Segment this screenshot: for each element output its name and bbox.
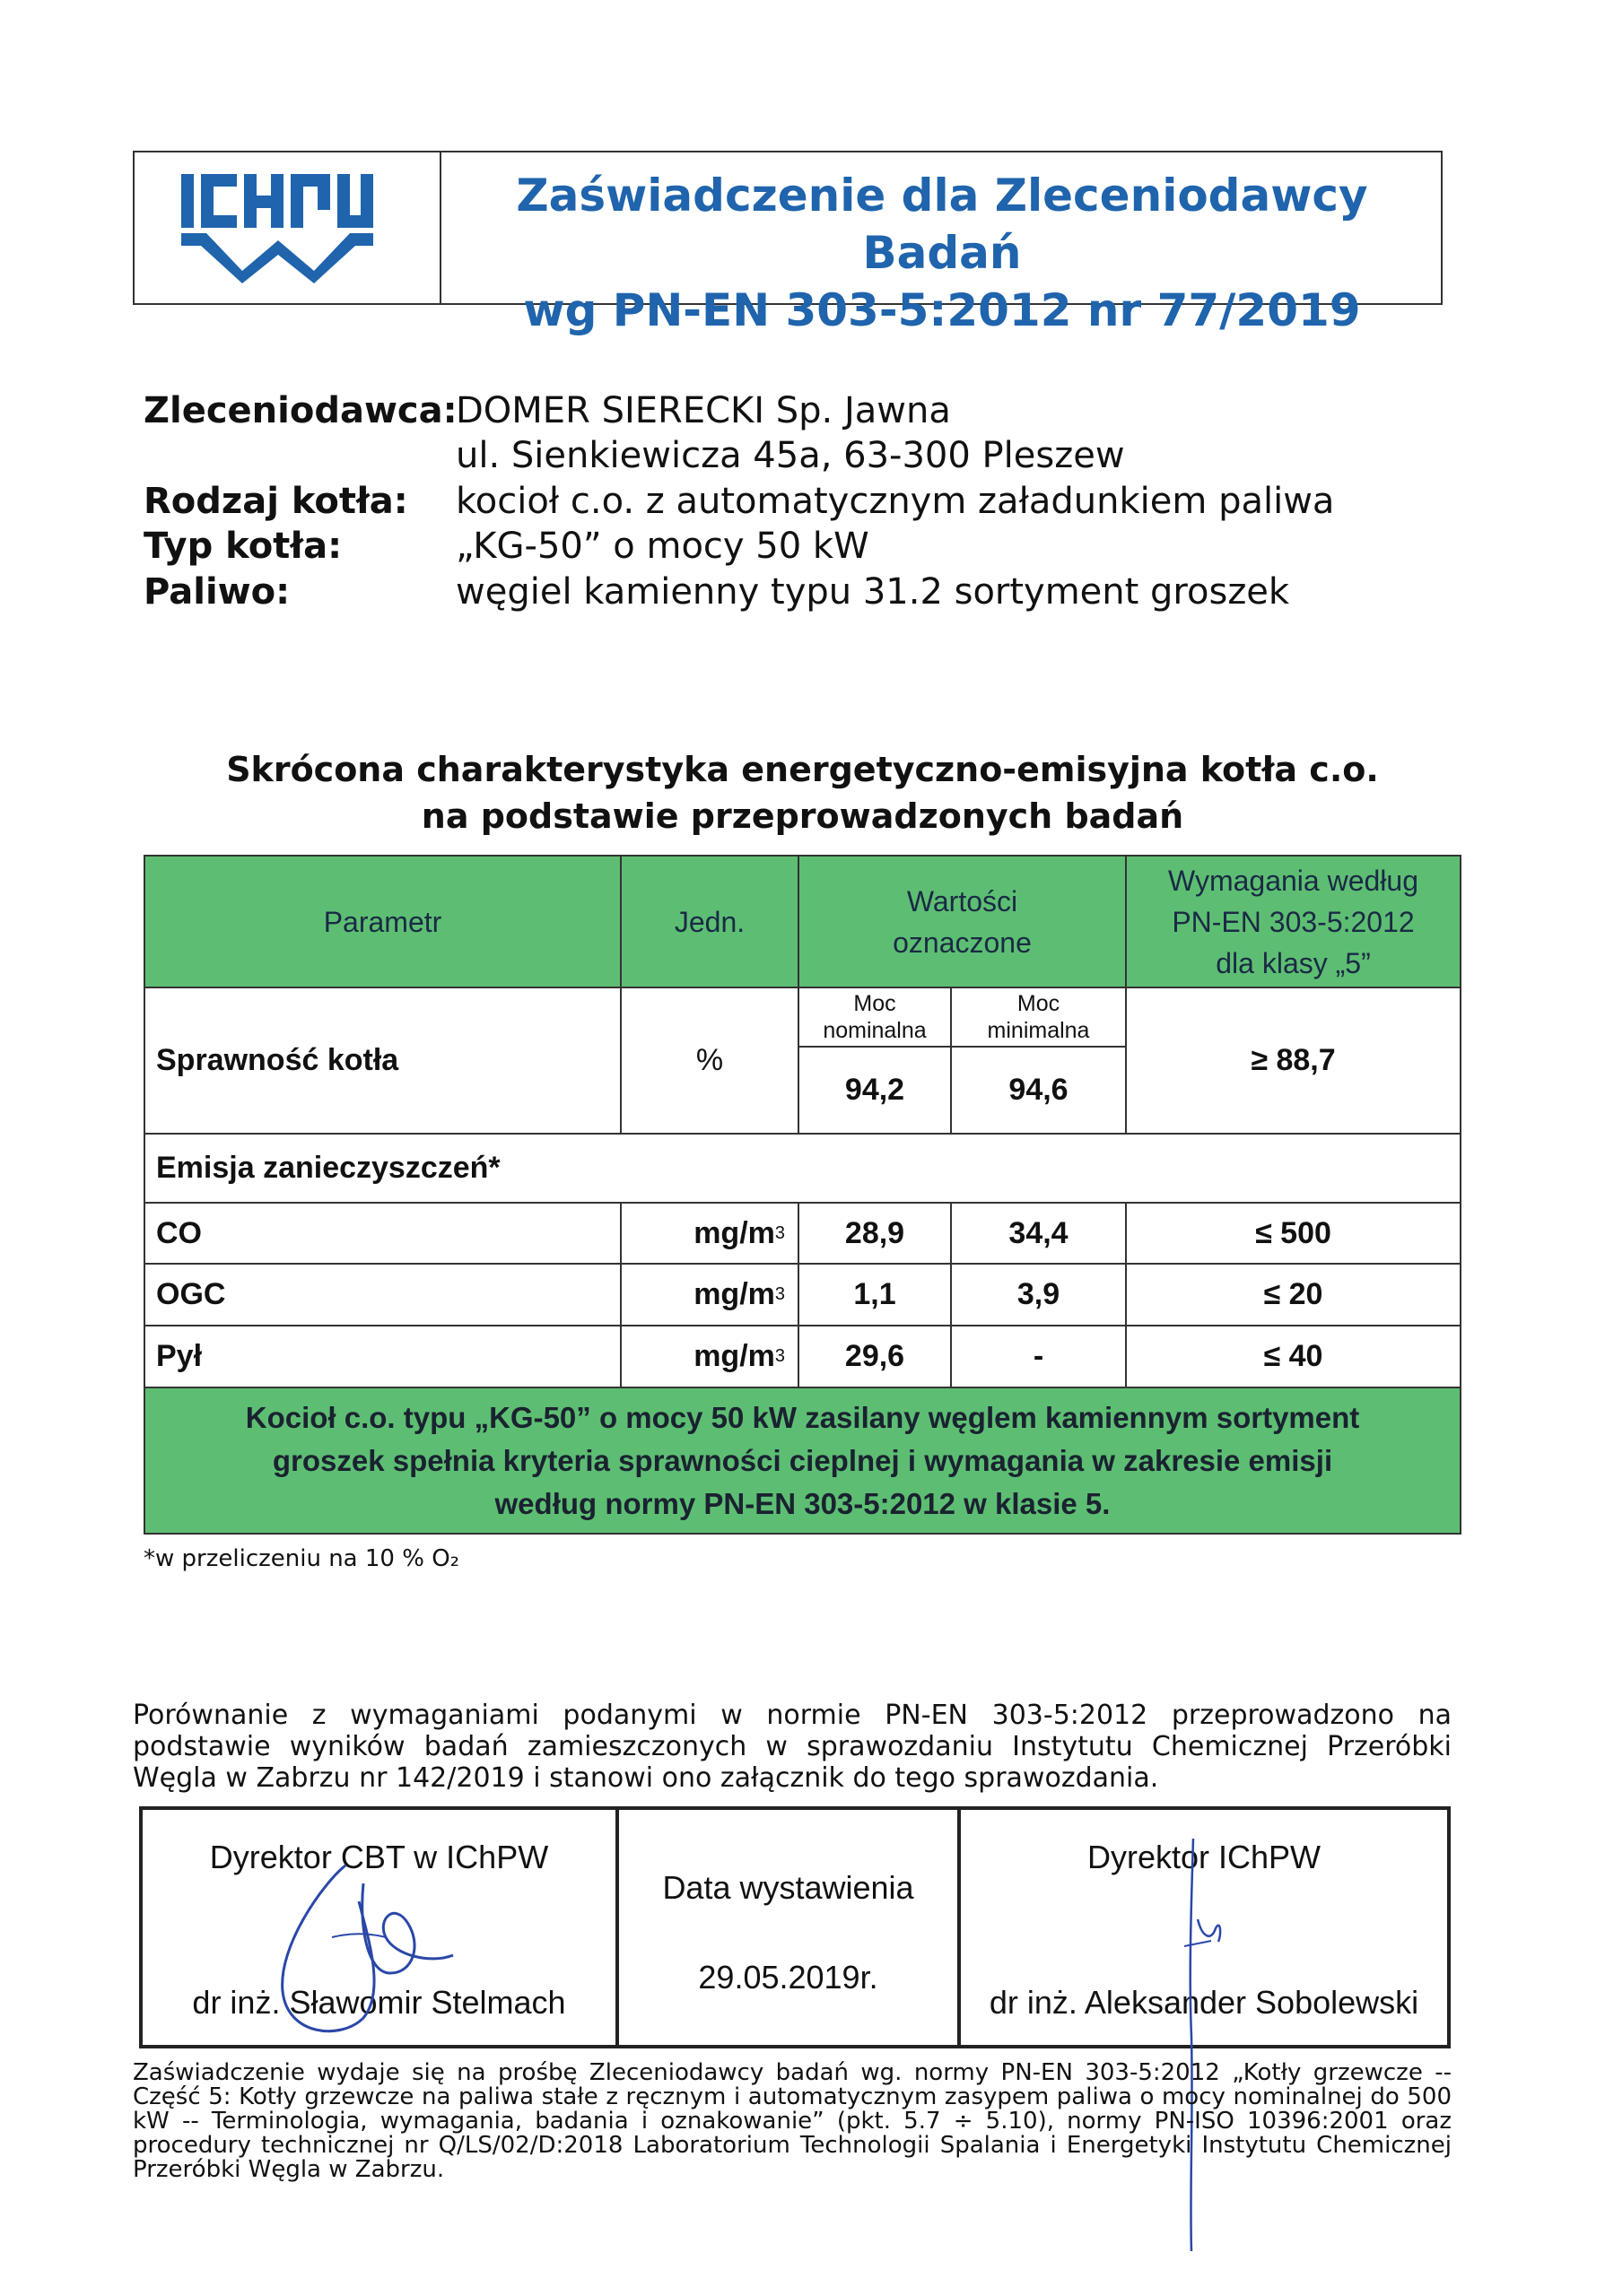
- left-signature-mark: [260, 1848, 475, 2045]
- dust-label: Pył: [144, 1325, 622, 1388]
- left-signer-title: Dyrektor CBT w IChPW: [209, 1839, 549, 1875]
- certificate-title: [441, 167, 1443, 339]
- ogc-requirement: ≤ 20: [1125, 1263, 1461, 1326]
- right-signer-name: dr inż. Aleksander Sobolewski: [989, 1984, 1419, 2021]
- sub-header-nominal-line-1: Moc: [853, 991, 896, 1016]
- col-header-req-line-2: PN-EN 303-5:2012: [1172, 905, 1415, 938]
- conclusion-box: [144, 1387, 1461, 1535]
- right-signature-mark: [1166, 1830, 1247, 2260]
- co-requirement: ≤ 500: [1125, 1202, 1461, 1265]
- issue-date-label: Data wystawienia: [662, 1869, 914, 1906]
- sub-header-minimal-line-1: Moc: [1016, 991, 1060, 1016]
- efficiency-label: Sprawność kotła: [144, 987, 622, 1135]
- characteristics-table: [144, 855, 1461, 1535]
- section-title: [144, 746, 1461, 839]
- issue-date-value: 29.05.2019r.: [698, 1959, 878, 1996]
- client-name: DOMER SIERECKI Sp. Jawna: [456, 390, 951, 431]
- bottom-note: Zaświadczenie wydaje się na prośbę Zleceniodawcy badań wg. normy PN-EN 303-5:2012 „Kotły grzewcze -- Część 5: Kotły grzewcze na paliwa stałe z ręcznym i automatycznym zasypem paliwa o mocy nominalnej do 500 kW -- Terminologia, wymagania, badania i oznakowanie” (pkt. 5.7 ÷ 5.10), normy PN-ISO 10396:2001 oraz procedury technicznej nr Q/LS/02/D:2018 Laboratorium Technologii Spalania i Energetyki Instytutu Chemicznej Przeróbki Węgla w Zabrzu.: [133, 2059, 1452, 2183]
- title-line-2: wg PN-EN 303-5:2012 nr 77/2019: [523, 284, 1361, 336]
- client-address: ul. Sienkiewicza 45a, 63-300 Pleszew: [456, 435, 1125, 476]
- boiler-kind-label: Rodzaj kotła:: [144, 481, 408, 522]
- co-unit-text: mg/m: [693, 1215, 775, 1250]
- ogc-label: OGC: [144, 1263, 622, 1326]
- co-nominal: 28,9: [798, 1202, 952, 1265]
- ogc-unit-text: mg/m: [693, 1277, 775, 1311]
- dust-requirement: ≤ 40: [1125, 1325, 1461, 1388]
- ogc-unit: [620, 1263, 799, 1326]
- ichpw-logo-icon: [179, 170, 377, 287]
- col-header-requirements: [1125, 855, 1461, 988]
- dust-nominal: 29,6: [798, 1325, 952, 1388]
- efficiency-requirement: ≥ 88,7: [1125, 987, 1461, 1135]
- col-header-values-line-2: oznaczone: [893, 926, 1032, 959]
- ogc-minimal: 3,9: [950, 1263, 1127, 1326]
- section-title-line-2: na podstawie przeprowadzonych badań: [421, 796, 1184, 836]
- table-footnote: *w przeliczeniu na 10 % O₂: [144, 1545, 460, 1572]
- col-header-values: [798, 855, 1127, 988]
- efficiency-nominal: 94,2: [798, 1046, 952, 1135]
- co-unit: [620, 1202, 799, 1265]
- efficiency-minimal: 94,6: [950, 1046, 1127, 1135]
- conclusion-line-3: według normy PN-EN 303-5:2012 w klasie 5.: [494, 1486, 1111, 1520]
- dust-minimal: -: [950, 1325, 1127, 1388]
- ogc-unit-sup: 3: [774, 1284, 785, 1304]
- boiler-type-value: „KG-50” o mocy 50 kW: [456, 526, 869, 567]
- dust-unit: [620, 1325, 799, 1388]
- col-header-unit: [620, 855, 799, 988]
- boiler-type-label: Typ kotła:: [144, 526, 343, 567]
- col-header-unit-text: Jedn.: [674, 905, 746, 938]
- dust-unit-text: mg/m: [693, 1339, 775, 1373]
- conclusion-line-2: groszek spełnia kryteria sprawności cieplnej i wymagania w zakresie emisji: [272, 1443, 1333, 1477]
- fuel-label: Paliwo:: [144, 571, 291, 613]
- sub-header-minimal-line-2: minimalna: [987, 1018, 1090, 1043]
- col-header-parameter-text: Parametr: [323, 905, 442, 938]
- efficiency-unit: %: [620, 987, 799, 1135]
- title-line-1: Zaświadczenie dla Zleceniodawcy Badań: [516, 170, 1368, 279]
- col-header-parameter: [144, 855, 622, 988]
- fuel-value: węgiel kamienny typu 31.2 sortyment groszek: [456, 571, 1290, 613]
- sub-header-minimal: [950, 987, 1127, 1048]
- col-header-values-line-1: Wartości: [906, 884, 1018, 918]
- emissions-label: Emisja zanieczyszczeń*: [144, 1133, 1461, 1204]
- ogc-nominal: 1,1: [798, 1263, 952, 1326]
- sub-header-nominal-line-2: nominalna: [823, 1018, 927, 1043]
- comparison-paragraph: Porównanie z wymaganiami podanymi w normie PN-EN 303-5:2012 przeprowadzono na podstawie wyników badań zamieszczonych w sprawozdaniu Instytutu Chemicznej Przeróbki Węgla w Zabrzu nr 142/2019 i stanowi ono załącznik do tego sprawozdania.: [133, 1700, 1452, 1794]
- client-label: Zleceniodawca:: [144, 390, 458, 431]
- right-signer-title: Dyrektor IChPW: [1086, 1839, 1322, 1875]
- col-header-req-line-1: Wymagania według: [1168, 864, 1418, 897]
- co-unit-sup: 3: [774, 1222, 785, 1243]
- co-minimal: 34,4: [950, 1202, 1127, 1265]
- dust-unit-sup: 3: [774, 1346, 785, 1366]
- signature-divider-left: [615, 1806, 619, 2048]
- section-title-line-1: Skrócona charakterystyka energetyczno-emisyjna kotła c.o.: [226, 750, 1379, 789]
- col-header-req-line-3: dla klasy „5”: [1216, 946, 1371, 979]
- conclusion-line-1: Kocioł c.o. typu „KG-50” o mocy 50 kW zasilany węglem kamiennym sortyment: [245, 1400, 1360, 1434]
- co-label: CO: [144, 1202, 622, 1265]
- left-signer-name: dr inż. Sławomir Stelmach: [192, 1984, 566, 2021]
- sub-header-nominal: [798, 987, 952, 1048]
- boiler-kind-value: kocioł c.o. z automatycznym załadunkiem paliwa: [456, 481, 1335, 522]
